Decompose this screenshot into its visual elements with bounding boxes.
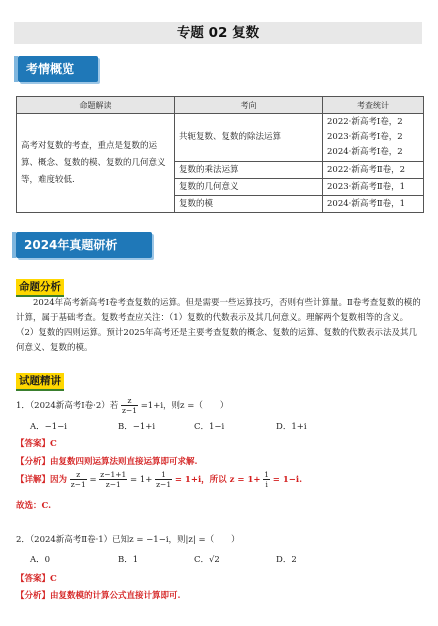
q1-detail-tail: = 1−i. (272, 475, 303, 485)
q1-option-b: B．−1+i (118, 422, 156, 432)
detail-fraction-3: $\frac{1}{z-1}$ (156, 470, 172, 489)
detail-fraction-4: $\frac{1}{i}$ (264, 470, 270, 489)
q1-detail-eq: = 1+i，所以 z = 1+ (174, 475, 261, 485)
q2-option-b: B．1 (118, 555, 139, 565)
banner-edge (14, 56, 18, 82)
q1-option-a: A．−1−i (30, 422, 68, 432)
q1-stem-suffix: =1+i，则z =（ ） (140, 401, 229, 411)
q2-option-a: A．0 (30, 555, 51, 565)
practice-tag: 试题精讲 (16, 373, 64, 391)
banner-edge (12, 232, 16, 258)
table-cell-stats: 2023·新高考Ⅱ卷，1 (323, 179, 424, 196)
q2-answer: 【答案】C (16, 574, 57, 584)
detail-fraction-2: $\frac{z-1+1}{z-1}$ (100, 470, 127, 489)
frac-numerator: z (121, 396, 138, 406)
overview-table (16, 96, 424, 213)
table-row (17, 114, 424, 162)
q2-analysis: 【分析】由复数模的计算公式直接计算即可. (16, 591, 181, 601)
q1-fraction (121, 396, 138, 415)
table-header: 命题解读 (17, 97, 175, 114)
q1-option-d: D．1+i (276, 422, 307, 432)
table-cell-stats: 2024·新高考Ⅱ卷，1 (323, 196, 424, 213)
table-header: 考查统计 (323, 97, 424, 114)
analysis-paragraph: 2024年高考新高考Ⅰ卷考查复数的运算。但是需要一些运算技巧，否则有些计算量。Ⅱ卷考查复数的模的计算，属于基础考查。复数考查应关注：（1）复数的代数表示及其几何意义。理解两个复数相等的含义。（2）复数的四则运算。预计2025年高考还是主要考查复数的概念、复数的运算、复数的代数表示法及其几何意义、复数的模。 (16, 298, 421, 353)
q1-option-c: C．1−i (194, 422, 225, 432)
table-header: 考向 (175, 97, 323, 114)
section-banner-overview (18, 56, 98, 82)
table-header-row (17, 97, 424, 114)
stat-line: 2023·新高考Ⅰ卷，2 (327, 132, 403, 142)
stat-line: 2022·新高考Ⅰ卷，2 (327, 117, 403, 127)
section-banner-2024 (16, 232, 152, 258)
proposition-reading: 高考对复数的考查，重点是复数的运算、概念、复数的模、复数的几何意义等，难度较低. (17, 114, 175, 213)
table-cell-topic: 复数的模 (175, 196, 323, 213)
q2-option-d: D．2 (276, 555, 297, 565)
frac-denominator: z−1 (121, 406, 137, 415)
q1-answer: 【答案】C (16, 439, 57, 449)
detail-fraction-1: $\frac{z}{z-1}$ (70, 470, 86, 489)
q1-detail: 【详解】因为 $\frac{z}{z-1}$ = $\frac{z-1+1}{z-1}$ = 1+ $\frac{1}{z-1}$ = 1+i，所以 z = 1+ $\frac{1}{i}$ = 1−i. (16, 470, 303, 489)
stat-line: 2024·新高考Ⅰ卷，2 (327, 147, 403, 157)
table-cell-stats (323, 114, 424, 162)
question-2-stem: 2．（2024新高考Ⅱ卷·1）已知z = −1−i，则|z| =（ ） (16, 535, 240, 545)
table-cell-topic: 共轭复数、复数的除法运算 (175, 114, 323, 162)
page-title: 专题 02 复数 (14, 22, 422, 44)
q1-conclusion: 故选：C. (16, 501, 52, 511)
q1-analysis: 【分析】由复数四则运算法则直接运算即可求解. (16, 457, 198, 467)
question-1-stem (16, 396, 422, 415)
q1-stem-prefix: 1．（2024新高考Ⅰ卷·2）若 (16, 401, 119, 411)
section-banner-label: 2024年真题研析 (24, 238, 118, 252)
q1-detail-prefix: 【详解】因为 (16, 475, 68, 485)
q2-option-c: C．√2 (194, 555, 220, 565)
section-banner-label: 考情概览 (26, 62, 75, 76)
analysis-tag: 命题分析 (16, 279, 64, 297)
table-cell-topic: 复数的乘法运算 (175, 162, 323, 179)
table-cell-topic: 复数的几何意义 (175, 179, 323, 196)
table-cell-stats: 2022·新高考Ⅱ卷，2 (323, 162, 424, 179)
